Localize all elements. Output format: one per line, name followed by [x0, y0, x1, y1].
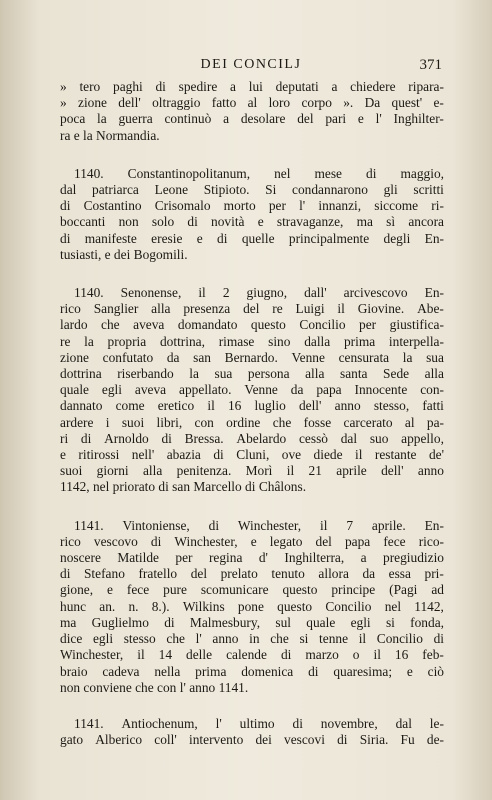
text-line: noscere Matilde per regina d' Inghilterra, a pregiudizio [60, 550, 444, 566]
text-line: gione, e fece pure scomunicare questo principe (Pagi ad [60, 582, 444, 598]
text-line: dice egli stesso che l' anno in che si tenne il Concilio di [60, 631, 444, 647]
text-line: lardo che aveva domandato questo Concilio per giustifica- [60, 317, 444, 333]
text-line: ri di Arnoldo di Bressa. Abelardo cessò dal suo appello, [60, 430, 444, 446]
text-line: poca la guerra continuò a desolare del pari e l' Inghilter- [60, 111, 444, 127]
text-line: ma Guglielmo di Malmesbury, sul quale egli si fonda, [60, 614, 444, 630]
text-line: re la propria dottrina, rimase sino dalla prima interpella- [60, 333, 444, 349]
text-line: dal patriarca Leone Stipioto. Si condannarono gli scritti [60, 182, 444, 198]
text-line: ardere i suoi libri, con ordine che fosse carcerato al pa- [60, 414, 444, 430]
text-line: di manifeste eresie e di quelle principalmente degli En- [60, 230, 444, 246]
text-line: e ritirossi nell' abazia di Cluni, ove diede il restante de' [60, 447, 444, 463]
paragraph-1 [60, 79, 444, 144]
body-text [60, 79, 444, 766]
paragraph-1140-constantinopolitanum [60, 166, 444, 263]
text-line: 1142, nel priorato di san Marcello di Châlons. [60, 479, 307, 495]
text-line: non conviene che con l' anno 1141. [60, 679, 249, 695]
text-line: dannato come eretico il 16 luglio dell' anno stesso, fatti [60, 398, 444, 414]
text-line: » zione dell' oltraggio fatto al loro corpo ». Da quest' e- [60, 95, 444, 111]
text-line: 1140. Senonense, il 2 giugno, dall' arcivescovo En- [74, 285, 444, 301]
text-line: tusiasti, e dei Bogomili. [60, 246, 188, 262]
text-line: hunc an. n. 8.). Wilkins pone questo Concilio nel 1142, [60, 598, 444, 614]
text-line: 1140. Constantinopolitanum, nel mese di maggio, [74, 165, 444, 181]
text-line: quale egli aveva appellato. Venne da papa Innocente con- [60, 382, 444, 398]
text-line: boccanti non solo di novità e stravaganze, ma sì ancora [60, 214, 444, 230]
paragraph-1141-antiochenum [60, 716, 444, 748]
text-line: di Stefano fratello del prelato tenuto allora da essa pri- [60, 566, 444, 582]
text-line: 1141. Vintoniense, di Winchester, il 7 aprile. En- [74, 517, 444, 533]
text-line: zione confutato da san Bernardo. Venne censurata la sua [60, 349, 444, 365]
text-line: dottrina riserbando la sua persona alla santa Sede alla [60, 366, 444, 382]
text-line: » tero paghi di spedire a lui deputati a chiedere ripara- [60, 79, 444, 94]
text-line: 1141. Antiochenum, l' ultimo di novembre, dal le- [74, 715, 444, 731]
text-line: suoi giorni alla penitenza. Morì il 21 aprile dell' anno [60, 463, 444, 479]
text-line: rico Sanglier alla presenza del re Luigi il Giovine. Abe- [60, 301, 444, 317]
text-line: di Costantino Crisomalo morto per l' innanzi, siccome ri- [60, 198, 444, 214]
page-header [60, 57, 442, 77]
text-line: Winchester, il 14 delle calende di marzo o il 16 feb- [60, 647, 444, 663]
text-line: braio cadeva nella prima domenica di quaresima; e ciò [60, 663, 444, 679]
running-title: DEI CONCILJ [200, 57, 302, 72]
paragraph-1141-vintoniense [60, 518, 444, 696]
text-line: gato Alberico coll' intervento dei vescovi di Siria. Fu de- [60, 732, 444, 748]
page-number: 371 [419, 57, 442, 73]
text-line: rico vescovo di Winchester, e legato del papa fece rico- [60, 533, 444, 549]
paragraph-1140-senonense [60, 285, 444, 496]
text-line: ra e la Normandia. [60, 127, 160, 143]
